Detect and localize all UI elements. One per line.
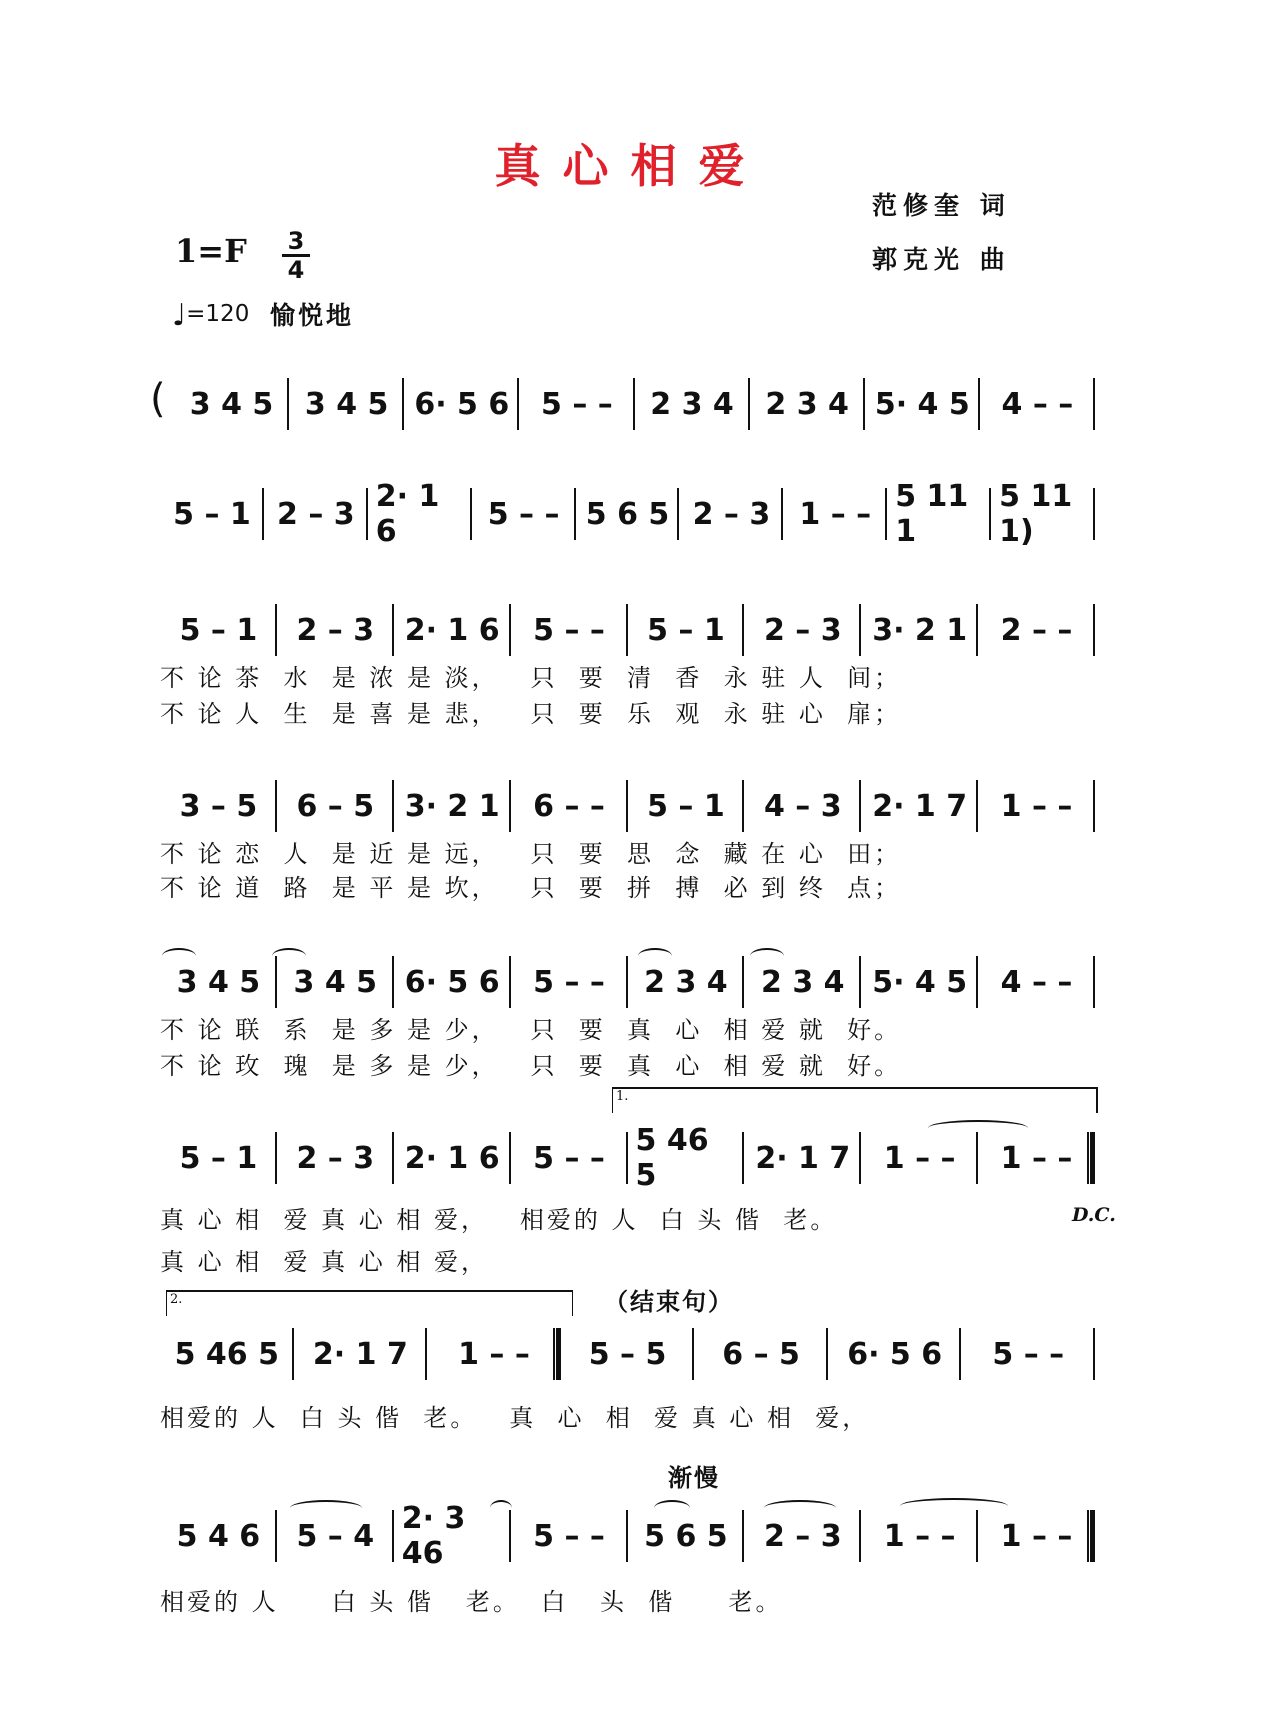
staff — [160, 1326, 1095, 1382]
measure: 1 – – — [861, 1508, 978, 1564]
dc-marking: D.C. — [1072, 1204, 1116, 1226]
measure: 5 6 5 — [628, 1508, 745, 1564]
measure: 5 – 1 — [160, 1130, 277, 1186]
measure: 2· 1 7 — [294, 1326, 428, 1382]
score-line — [160, 1501, 1095, 1616]
measure: 2 – 3 — [277, 602, 394, 658]
score-line — [150, 376, 1095, 432]
measure: 6· 5 6 — [394, 954, 511, 1010]
measure: 5 – – — [511, 602, 628, 658]
measure: 5 – 1 — [160, 486, 264, 542]
measure: 6· 5 6 — [404, 376, 519, 432]
time-sig-bottom: 4 — [282, 254, 310, 283]
measure: 5 – – — [511, 1130, 628, 1186]
lyric-line: 不 论 茶 水 是 浓 是 淡， 只 要 清 香 永 驻 人 间； — [160, 664, 902, 692]
measure: 6 – – — [511, 778, 628, 834]
expression-mark: 愉悦地 — [270, 301, 355, 330]
lyric-line: 相爱的 人 白 头 偕 老。 真 心 相 爱 真 心 相 爱， — [160, 1404, 870, 1432]
measure: 5 – 1 — [160, 602, 277, 658]
staff — [160, 778, 1095, 834]
measure: 5 – 1 — [628, 602, 745, 658]
score-line — [160, 954, 1095, 1080]
measure: 2 – 3 — [264, 486, 368, 542]
open-paren: ( — [150, 376, 166, 422]
measure: 3 4 5 — [174, 376, 289, 432]
measure: 2 – – — [978, 602, 1095, 658]
lyric-line: 相爱的 人 白 头 偕 老。 白 头 偕 老。 — [160, 1588, 783, 1616]
staff — [160, 1501, 1095, 1571]
measure: 3 4 5 — [160, 954, 277, 1010]
measure: 2· 3 46 — [394, 1508, 511, 1564]
measure: 6 – 5 — [694, 1326, 828, 1382]
measure: 5 – – — [511, 1508, 628, 1564]
volta-bracket: 1. — [612, 1087, 1098, 1113]
song-title: 真心相爱 — [494, 139, 767, 193]
measure: 2 – 3 — [744, 602, 861, 658]
measure: 1 – – — [978, 1508, 1095, 1564]
measure: 5 6 5 — [576, 486, 680, 542]
lyricist-credit: 范修奎 词 — [872, 191, 1011, 220]
lyric-line: 不 论 玫 瑰 是 多 是 少， 只 要 真 心 相 爱 就 好。 — [160, 1052, 902, 1080]
measure: 5 11 1 — [887, 486, 991, 542]
staff — [160, 1123, 1095, 1193]
staff — [160, 376, 1095, 432]
key-signature: 1=F — [175, 232, 247, 270]
measure: 2 – 3 — [277, 1130, 394, 1186]
measure: 2 – 3 — [679, 486, 783, 542]
measure: 5 – – — [472, 486, 576, 542]
measure: 5 – – — [961, 1326, 1095, 1382]
measure: 3· 2 1 — [394, 778, 511, 834]
tempo-marking — [172, 298, 249, 333]
score-line — [160, 602, 1095, 728]
measure: 5 46 5 — [628, 1130, 745, 1186]
measure: 5 – 4 — [277, 1508, 394, 1564]
measure: 1 – – — [978, 1130, 1095, 1186]
lyric-line: 不 论 联 系 是 多 是 少， 只 要 真 心 相 爱 就 好。 — [160, 1016, 902, 1044]
measure: 3· 2 1 — [861, 602, 978, 658]
measure: 2 3 4 — [628, 954, 745, 1010]
measure: 3 4 5 — [277, 954, 394, 1010]
measure: 2 3 4 — [750, 376, 865, 432]
measure: 2 3 4 — [744, 954, 861, 1010]
measure: 2 3 4 — [635, 376, 750, 432]
measure: 6 – 5 — [277, 778, 394, 834]
measure: 5 – – — [519, 376, 634, 432]
lyric-line: 真 心 相 爱 真 心 相 爱， 相爱的 人 白 头 偕 老。 — [160, 1206, 838, 1234]
lyric-line: 不 论 道 路 是 平 是 坎， 只 要 拼 搏 必 到 终 点； — [160, 874, 902, 902]
measure: 1 – – — [861, 1130, 978, 1186]
measure: 5 – 1 — [628, 778, 745, 834]
score-line — [160, 1326, 1095, 1432]
time-sig-top: 3 — [287, 227, 305, 255]
quarter-note-icon: ♩ — [172, 298, 187, 333]
composer-credit: 郭克光 曲 — [872, 245, 1011, 274]
measure: 6· 5 6 — [828, 1326, 962, 1382]
measure: 1 – – — [783, 486, 887, 542]
score-line — [160, 479, 1095, 549]
score-line — [160, 778, 1095, 902]
staff — [160, 602, 1095, 658]
measure: 4 – – — [980, 376, 1095, 432]
tempo-change: 渐慢 — [668, 1464, 720, 1492]
section-label: （结束句） — [604, 1288, 734, 1316]
measure: 5 – 5 — [561, 1326, 695, 1382]
lyric-line: 真 心 相 爱 真 心 相 爱， — [160, 1248, 489, 1276]
measure: 5 – – — [511, 954, 628, 1010]
measure: 3 – 5 — [160, 778, 277, 834]
measure: 5· 4 5 — [865, 376, 980, 432]
lyric-line: 不 论 人 生 是 喜 是 悲， 只 要 乐 观 永 驻 心 扉； — [160, 700, 902, 728]
staff — [160, 954, 1095, 1010]
measure: 5· 4 5 — [861, 954, 978, 1010]
measure: 5 4 6 — [160, 1508, 277, 1564]
measure: 2· 1 6 — [394, 602, 511, 658]
measure: 2· 1 7 — [861, 778, 978, 834]
measure: 2· 1 6 — [394, 1130, 511, 1186]
measure: 4 – 3 — [744, 778, 861, 834]
measure: 1 – – — [978, 778, 1095, 834]
volta-bracket: 2. — [166, 1290, 573, 1316]
tempo-value: =120 — [186, 301, 250, 327]
measure: 4 – – — [978, 954, 1095, 1010]
lyric-line: 不 论 恋 人 是 近 是 远， 只 要 思 念 藏 在 心 田； — [160, 840, 902, 868]
measure: 1 – – — [427, 1326, 561, 1382]
measure: 5 11 1) — [991, 486, 1095, 542]
time-signature — [282, 228, 310, 283]
measure: 2· 1 7 — [744, 1130, 861, 1186]
score-line — [160, 1123, 1116, 1276]
staff — [160, 479, 1095, 549]
measure: 3 4 5 — [289, 376, 404, 432]
measure: 2· 1 6 — [368, 486, 472, 542]
measure: 2 – 3 — [744, 1508, 861, 1564]
measure: 5 46 5 — [160, 1326, 294, 1382]
